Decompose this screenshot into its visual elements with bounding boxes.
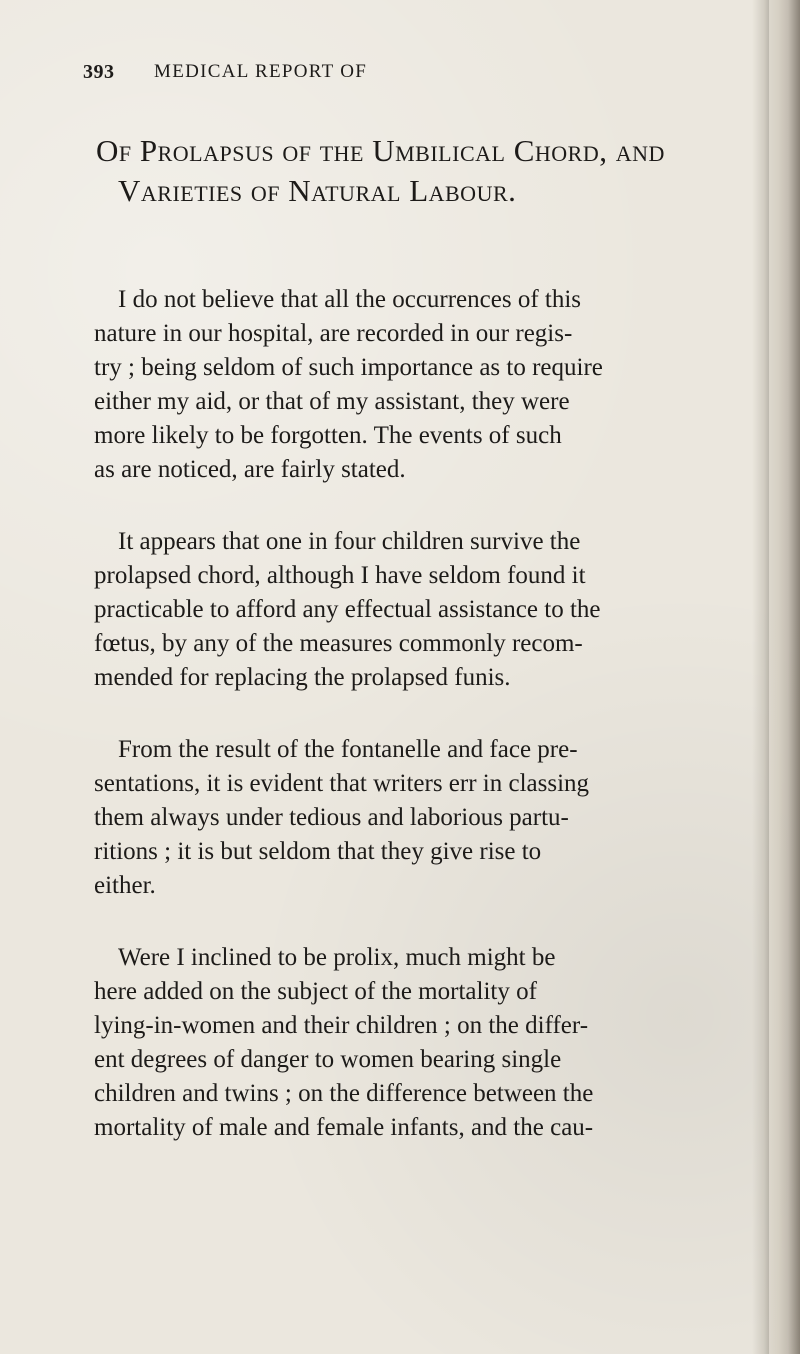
section-title-line: Of Prolapsus of the Umbilical Chord, and bbox=[96, 133, 665, 168]
paragraph-line: them always under tedious and laborious partu- bbox=[94, 804, 569, 831]
paragraph-line: sentations, it is evident that writers err in classing bbox=[94, 770, 590, 797]
paragraph bbox=[94, 525, 754, 695]
body-text bbox=[94, 283, 754, 1145]
page-number: 393 bbox=[83, 61, 115, 83]
paragraph-line: ritions ; it is but seldom that they give rise to bbox=[94, 838, 542, 865]
paragraph-line: fœtus, by any of the measures commonly recom- bbox=[94, 630, 583, 657]
paragraph-line: Were I inclined to be prolix, much might be bbox=[118, 944, 556, 971]
paragraph-line: nature in our hospital, are recorded in our regis- bbox=[94, 320, 573, 347]
running-head: MEDICAL REPORT OF bbox=[154, 61, 368, 82]
paragraph-line: mended for replacing the prolapsed funis. bbox=[94, 664, 511, 691]
paragraph-line: From the result of the fontanelle and face pre- bbox=[118, 736, 578, 763]
section-title bbox=[96, 131, 736, 211]
paragraph bbox=[94, 733, 754, 903]
paragraph-line: ent degrees of danger to women bearing single bbox=[94, 1046, 562, 1073]
paragraph-line: either my aid, or that of my assistant, they were bbox=[94, 388, 570, 415]
paragraph-line: It appears that one in four children survive the bbox=[118, 528, 581, 555]
paragraph-line: children and twins ; on the difference between the bbox=[94, 1080, 594, 1107]
paragraph bbox=[94, 941, 754, 1145]
paragraph-line: mortality of male and female infants, and the cau- bbox=[94, 1114, 594, 1141]
paragraph-line: more likely to be forgotten. The events of such bbox=[94, 422, 562, 449]
paragraph-line: lying-in-women and their children ; on the differ- bbox=[94, 1012, 589, 1039]
paragraph-line: as are noticed, are fairly stated. bbox=[94, 456, 406, 483]
section-title-line: Varieties of Natural Labour. bbox=[118, 173, 517, 208]
paragraph-line: here added on the subject of the mortality of bbox=[94, 978, 537, 1005]
paragraph-line: try ; being seldom of such importance as to require bbox=[94, 354, 603, 381]
paragraph-line: prolapsed chord, although I have seldom found it bbox=[94, 562, 586, 589]
paragraph-line: either. bbox=[94, 872, 156, 899]
paragraph bbox=[94, 283, 754, 487]
paragraph-line: practicable to afford any effectual assistance to the bbox=[94, 596, 601, 623]
paragraph-line: I do not believe that all the occurrences of this bbox=[118, 286, 582, 313]
